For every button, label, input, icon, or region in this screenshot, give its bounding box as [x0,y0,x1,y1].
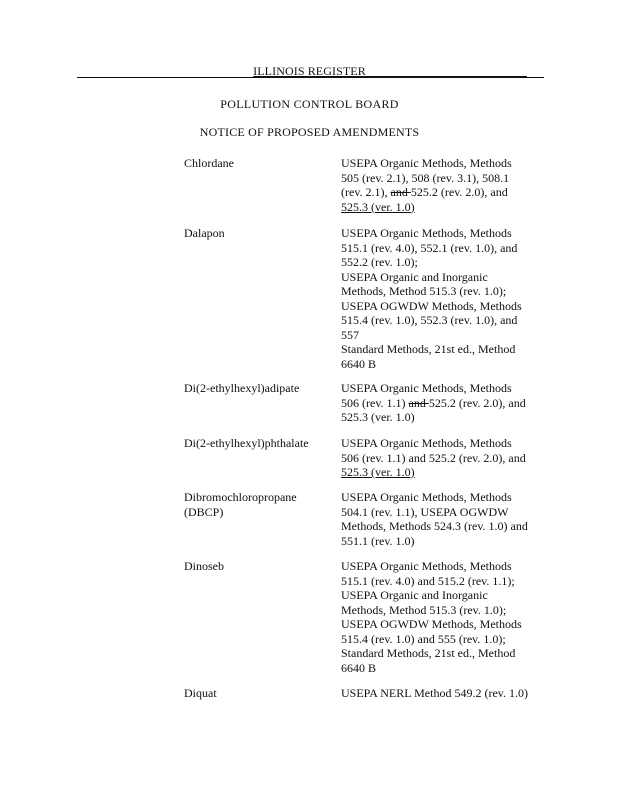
contaminant-name [184,156,334,171]
method-list [341,686,541,701]
contaminant-name-line: Dibromochloropropane [184,490,297,504]
method-line: 515.4 (rev. 1.0), 552.3 (rev. 1.0), and [341,313,518,327]
contaminant-name [184,490,334,519]
contaminant-name [184,686,334,701]
inserted-method-line: 525.3 (ver. 1.0) [341,465,415,479]
register-title: ILLINOIS REGISTER [253,64,366,78]
method-line: 557 [341,327,359,342]
contaminant-name-line: Chlordane [184,156,234,170]
method-list [341,436,541,480]
method-list [341,226,541,371]
contaminant-name [184,559,334,574]
deleted-text: and [408,395,429,410]
method-line: 551.1 (rev. 1.0) [341,533,415,548]
contaminant-name-line: Diquat [184,686,217,700]
method-list [341,381,541,425]
method-line: Standard Methods, 21st ed., Method [341,342,516,356]
method-line: 552.2 (rev. 1.0); [341,255,418,269]
contaminant-name-line: (DBCP) [184,504,224,519]
method-line: Standard Methods, 21st ed., Method [341,646,516,660]
method-line: USEPA OGWDW Methods, Methods [341,617,522,631]
method-line: USEPA Organic Methods, Methods [341,436,512,450]
contaminant-name-line: Di(2-ethylhexyl)phthalate [184,436,309,450]
method-line: USEPA Organic Methods, Methods [341,381,512,395]
method-line: (rev. 2.1), and 525.2 (rev. 2.0), and [341,185,508,199]
board-title: POLLUTION CONTROL BOARD [220,97,399,111]
deleted-text: and [390,185,411,199]
method-line: USEPA Organic Methods, Methods [341,559,512,573]
method-line: 515.1 (rev. 4.0) and 515.2 (rev. 1.1); [341,573,515,588]
method-line: 515.1 (rev. 4.0), 552.1 (rev. 1.0), and [341,240,518,255]
method-line: 506 (rev. 1.1) and 525.2 (rev. 2.0), and [341,450,526,465]
method-line: Methods, Method 515.3 (rev. 1.0); [341,284,507,298]
notice-title: NOTICE OF PROPOSED AMENDMENTS [199,125,420,139]
method-line: 505 (rev. 2.1), 508 (rev. 3.1), 508.1 [341,170,510,185]
method-line: USEPA Organic and Inorganic [341,588,488,602]
method-line: Methods, Method 515.3 (rev. 1.0); [341,602,507,617]
method-line: USEPA Organic Methods, Methods [341,490,512,504]
contaminant-name-line: Di(2-ethylhexyl)adipate [184,381,300,395]
method-line: 504.1 (rev. 1.1), USEPA OGWDW [341,504,509,519]
contaminant-name [184,436,334,451]
method-line: USEPA Organic Methods, Methods [341,156,512,170]
method-line: 6640 B [341,356,377,371]
inserted-method-line: 525.3 (ver. 1.0) [341,199,415,214]
method-line: USEPA Organic Methods, Methods [341,226,512,240]
method-line: 6640 B [341,660,377,675]
method-line: 515.4 (rev. 1.0) and 555 (rev. 1.0); [341,631,506,646]
contaminant-name [184,226,334,241]
method-list [341,156,541,214]
method-line: USEPA NERL Method 549.2 (rev. 1.0) [341,686,528,700]
contaminant-name-line: Dinoseb [184,559,224,573]
method-list [341,490,541,548]
method-line: 525.3 (ver. 1.0) [341,410,415,424]
method-line: Methods, Methods 524.3 (rev. 1.0) and [341,519,528,533]
method-line: USEPA OGWDW Methods, Methods [341,298,522,313]
method-list [341,559,541,675]
method-line: USEPA Organic and Inorganic [341,269,488,284]
contaminant-name-line: Dalapon [184,226,225,240]
method-line: 506 (rev. 1.1) and 525.2 (rev. 2.0), and [341,395,526,410]
contaminant-name [184,381,334,396]
